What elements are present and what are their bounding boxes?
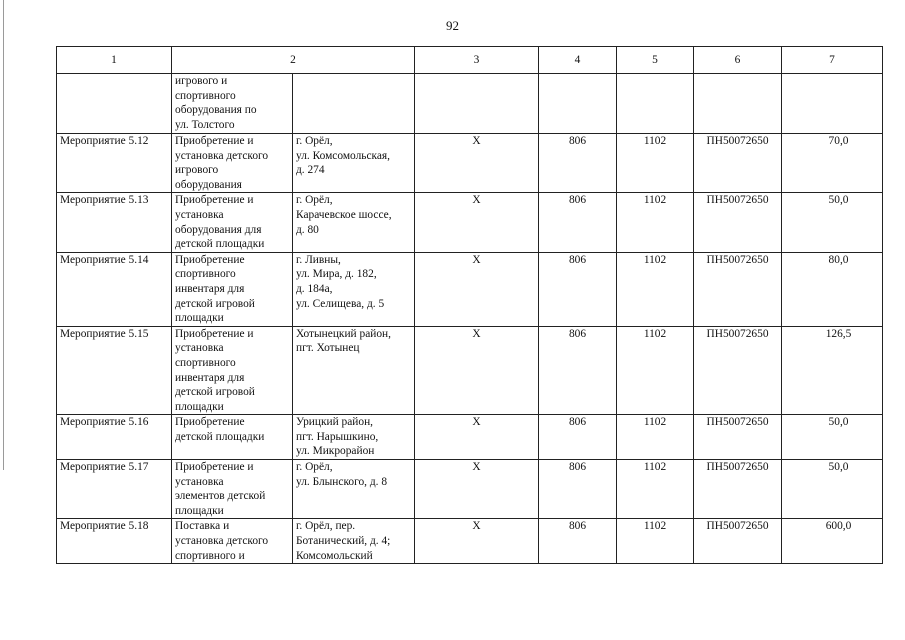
code1-cell <box>539 74 617 134</box>
event-cell: Мероприятие 5.13 <box>57 193 172 252</box>
amount-cell: 50,0 <box>782 193 883 252</box>
mark-cell <box>415 74 539 134</box>
header-col-1: 1 <box>57 47 172 74</box>
address-cell: г. Ливны, ул. Мира, д. 182, д. 184а, ул. Селищева, д. 5 <box>293 252 415 326</box>
name-cell: Приобретение и установка оборудования для детской площадки <box>172 193 293 252</box>
address-cell: Хотынецкий район, пгт. Хотынец <box>293 326 415 415</box>
header-col-5: 5 <box>617 47 694 74</box>
event-cell: Мероприятие 5.16 <box>57 415 172 460</box>
mark-cell: Х <box>415 460 539 519</box>
table-row <box>57 519 883 564</box>
amount-cell: 600,0 <box>782 519 883 564</box>
mark-cell: Х <box>415 519 539 564</box>
header-col-4: 4 <box>539 47 617 74</box>
table-row <box>57 252 883 326</box>
table-row <box>57 326 883 415</box>
name-cell: Приобретение и установка спортивного инвентаря для детской игровой площадки <box>172 326 293 415</box>
code3-cell: ПН50072650 <box>694 415 782 460</box>
code3-cell <box>694 74 782 134</box>
event-cell: Мероприятие 5.12 <box>57 134 172 193</box>
amount-cell: 70,0 <box>782 134 883 193</box>
code2-cell: 1102 <box>617 252 694 326</box>
mark-cell: Х <box>415 193 539 252</box>
code3-cell: ПН50072650 <box>694 326 782 415</box>
table-row-continuation <box>57 74 883 134</box>
event-cell: Мероприятие 5.17 <box>57 460 172 519</box>
margin-line <box>3 0 4 470</box>
name-cell: Приобретение детской площадки <box>172 415 293 460</box>
code2-cell: 1102 <box>617 326 694 415</box>
code2-cell: 1102 <box>617 519 694 564</box>
table-row <box>57 134 883 193</box>
code2-cell: 1102 <box>617 415 694 460</box>
code1-cell: 806 <box>539 415 617 460</box>
code2-cell: 1102 <box>617 134 694 193</box>
header-col-2: 2 <box>172 47 415 74</box>
mark-cell: Х <box>415 415 539 460</box>
code3-cell: ПН50072650 <box>694 134 782 193</box>
code1-cell: 806 <box>539 460 617 519</box>
address-cell: г. Орёл, ул. Комсомольская, д. 274 <box>293 134 415 193</box>
address-cell: Урицкий район, пгт. Нарышкино, ул. Микрорайон <box>293 415 415 460</box>
mark-cell: Х <box>415 134 539 193</box>
amount-cell: 126,5 <box>782 326 883 415</box>
event-cell <box>57 74 172 134</box>
name-cell: Приобретение и установка детского игрового оборудования <box>172 134 293 193</box>
mark-cell: Х <box>415 326 539 415</box>
header-row <box>57 47 883 74</box>
code3-cell: ПН50072650 <box>694 193 782 252</box>
address-cell <box>293 74 415 134</box>
code3-cell: ПН50072650 <box>694 460 782 519</box>
address-cell: г. Орёл, Карачевское шоссе, д. 80 <box>293 193 415 252</box>
amount-cell: 50,0 <box>782 415 883 460</box>
name-cell: Приобретение спортивного инвентаря для детской игровой площадки <box>172 252 293 326</box>
header-col-7: 7 <box>782 47 883 74</box>
header-col-6: 6 <box>694 47 782 74</box>
event-cell: Мероприятие 5.15 <box>57 326 172 415</box>
code1-cell: 806 <box>539 193 617 252</box>
page-number: 92 <box>446 18 459 33</box>
code1-cell: 806 <box>539 134 617 193</box>
name-cell: игрового и спортивного оборудования по ул. Толстого <box>172 74 293 134</box>
amount-cell: 80,0 <box>782 252 883 326</box>
code2-cell: 1102 <box>617 460 694 519</box>
code1-cell: 806 <box>539 519 617 564</box>
amount-cell <box>782 74 883 134</box>
name-cell: Поставка и установка детского спортивного и <box>172 519 293 564</box>
code2-cell: 1102 <box>617 193 694 252</box>
code3-cell: ПН50072650 <box>694 252 782 326</box>
amount-cell: 50,0 <box>782 460 883 519</box>
budget-table <box>56 46 883 564</box>
table-row <box>57 460 883 519</box>
mark-cell: Х <box>415 252 539 326</box>
code1-cell: 806 <box>539 326 617 415</box>
table-row <box>57 193 883 252</box>
name-cell: Приобретение и установка элементов детской площадки <box>172 460 293 519</box>
event-cell: Мероприятие 5.18 <box>57 519 172 564</box>
code3-cell: ПН50072650 <box>694 519 782 564</box>
address-cell: г. Орёл, ул. Блынского, д. 8 <box>293 460 415 519</box>
code2-cell <box>617 74 694 134</box>
table-row <box>57 415 883 460</box>
address-cell: г. Орёл, пер. Ботанический, д. 4; Комсомольский <box>293 519 415 564</box>
code1-cell: 806 <box>539 252 617 326</box>
header-col-3: 3 <box>415 47 539 74</box>
event-cell: Мероприятие 5.14 <box>57 252 172 326</box>
